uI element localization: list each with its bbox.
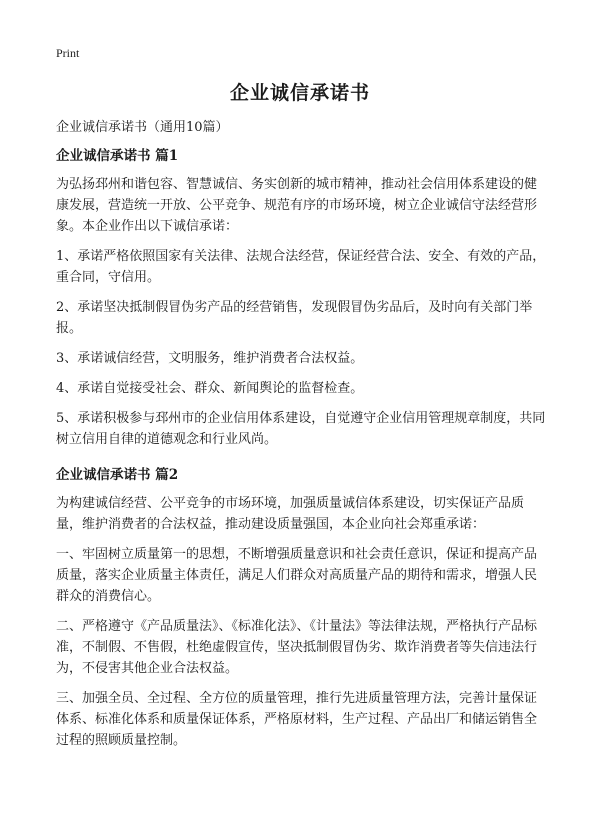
print-link[interactable]: Print xyxy=(56,46,80,60)
paragraph: 为构建诚信经营、公平竞争的市场环境，加强质量诚信体系建设，切实保证产品质量，维护消费者的合法权益，推动建设质量强国，本企业向社会郑重承诺： xyxy=(56,496,525,532)
paragraph: 2、承诺坚决抵制假冒伪劣产品的经营销售，发现假冒伪劣品后，及时向有关部门举报。 xyxy=(56,300,533,336)
paragraph: 3、承诺诚信经营，文明服务，维护消费者合法权益。 xyxy=(56,351,364,366)
section-2 xyxy=(56,465,548,751)
paragraph: 4、承诺自觉接受社会、群众、新闻舆论的监督检查。 xyxy=(56,381,364,396)
section-heading: 企业诚信承诺书 篇1 xyxy=(56,148,179,164)
section-1 xyxy=(56,146,548,450)
document-subtitle: 企业诚信承诺书（通用10篇） xyxy=(56,120,229,135)
paragraph: 5、承诺积极参与邳州市的企业信用体系建设，自觉遵守企业信用管理规章制度，共同树立信用自律的道德观念和行业风尚。 xyxy=(56,411,546,447)
page-title: 企业诚信承诺书 xyxy=(229,82,370,104)
section-heading: 企业诚信承诺书 篇2 xyxy=(56,467,179,483)
paragraph: 三、加强全员、全过程、全方位的质量管理，推行先进质量管理方法，完善计量保证体系、标准化体系和质量保证体系，严格原材料，生产过程、产品出厂和储运销售全过程的照顾质量控制。 xyxy=(56,691,538,748)
paragraph: 为弘扬邳州和谐包容、智慧诚信、务实创新的城市精神，推动社会信用体系建设的健康发展，营造统一开放、公平竞争、规范有序的市场环境，树立企业诚信守法经营形象。本企业作出以下诚信承诺： xyxy=(56,177,538,234)
paragraph: 二、严格遵守《产品质量法》、《标准化法》、《计量法》等法律法规，严格执行产品标准，不制假、不售假，杜绝虚假宣传，坚决抵制假冒伪劣、欺诈消费者等失信违法行为，不侵害其他企业合法权益。 xyxy=(56,619,538,676)
paragraph: 1、承诺严格依照国家有关法律、法规合法经营，保证经营合法、安全、有效的产品，重合同，守信用。 xyxy=(56,249,546,285)
document-body xyxy=(56,118,548,760)
paragraph: 一、牢固树立质量第一的思想，不断增强质量意识和社会责任意识，保证和提高产品质量，落实企业质量主体责任，满足人们群众对高质量产品的期待和需求，增强人民群众的消费信心。 xyxy=(56,547,538,604)
